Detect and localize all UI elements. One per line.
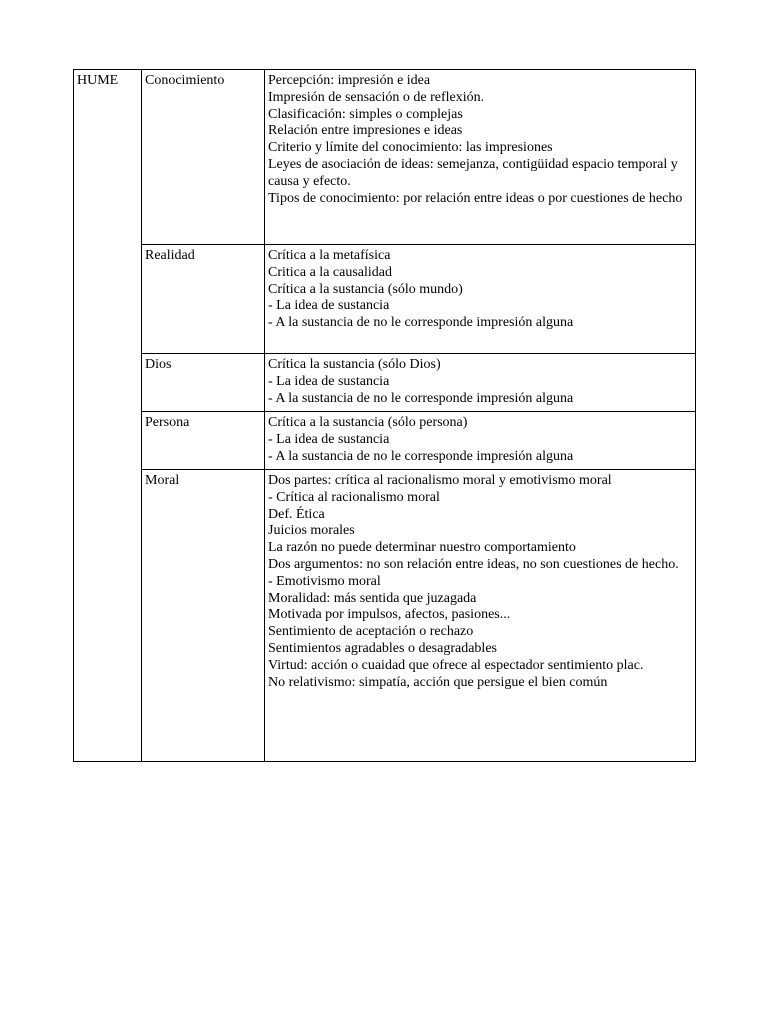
content-line: Clasificación: simples o complejas [268, 106, 463, 122]
content-line: - A la sustancia de no le corresponde impresión alguna [268, 390, 574, 406]
table-row-persona [74, 412, 696, 470]
content-cell-realidad [265, 245, 696, 354]
philosophy-summary-table [73, 69, 696, 762]
table-row-dios [74, 354, 696, 412]
content-cell-conocimiento [265, 70, 696, 245]
content-line: Dos argumentos: no son relación entre ideas, no son cuestiones de hecho. [268, 556, 679, 572]
content-line: Crítica a la sustancia (sólo persona) [268, 415, 468, 430]
table-row-realidad [74, 245, 696, 354]
content-line: - A la sustancia de no le corresponde impresión alguna [268, 448, 574, 464]
content-line: Tipos de conocimiento: por relación entre ideas o por cuestiones de hecho [268, 190, 683, 206]
content-line: Virtud: acción o cuaidad que ofrece al espectador sentimiento plac. [268, 657, 644, 673]
content-line: - A la sustancia de no le corresponde impresión alguna [268, 315, 574, 331]
content-line: - La idea de sustancia [268, 431, 390, 447]
content-line: - Emotivismo moral [268, 573, 381, 589]
topic-cell-persona: Persona [142, 412, 265, 470]
topic-cell-dios: Dios [142, 354, 265, 412]
content-line: Juicios morales [268, 523, 355, 539]
content-line: - La idea de sustancia [268, 298, 390, 314]
content-line: Def. Ética [268, 506, 325, 522]
content-line: Crítica a la sustancia (sólo mundo) [268, 281, 463, 297]
topic-cell-conocimiento: Conocimiento [142, 70, 265, 245]
content-line: No relativismo: simpatía, acción que persigue el bien común [268, 674, 608, 690]
content-line: - La idea de sustancia [268, 373, 390, 389]
content-cell-persona [265, 412, 696, 470]
content-line: Leyes de asociación de ideas: semejanza, contigüidad espacio temporal y causa y efecto. [268, 156, 678, 189]
content-line: Percepción: impresión e idea [268, 73, 431, 88]
author-cell: HUME [74, 70, 142, 762]
content-line: Critica a la causalidad [268, 264, 392, 280]
content-cell-dios [265, 354, 696, 412]
content-line: La razón no puede determinar nuestro comportamiento [268, 540, 576, 556]
topic-cell-moral: Moral [142, 470, 265, 762]
content-line: Crítica la sustancia (sólo Dios) [268, 357, 441, 372]
content-cell-moral [265, 470, 696, 762]
content-line: Sentimiento de aceptación o rechazo [268, 624, 474, 640]
content-line: Impresión de sensación o de reflexión. [268, 89, 485, 105]
content-line: - Crítica al racionalismo moral [268, 489, 440, 505]
content-line: Motivada por impulsos, afectos, pasiones... [268, 607, 511, 623]
content-line: Moralidad: más sentida que juzagada [268, 590, 477, 606]
content-line: Dos partes: crítica al racionalismo moral y emotivismo moral [268, 473, 612, 488]
content-line: Criterio y límite del conocimiento: las impresiones [268, 140, 553, 156]
content-line: Relación entre impresiones e ideas [268, 123, 463, 139]
table-row-moral [74, 470, 696, 762]
content-line: Crítica a la metafísica [268, 248, 391, 263]
content-line: Sentimientos agradables o desagradables [268, 640, 497, 656]
topic-cell-realidad: Realidad [142, 245, 265, 354]
table-row-conocimiento [74, 70, 696, 245]
